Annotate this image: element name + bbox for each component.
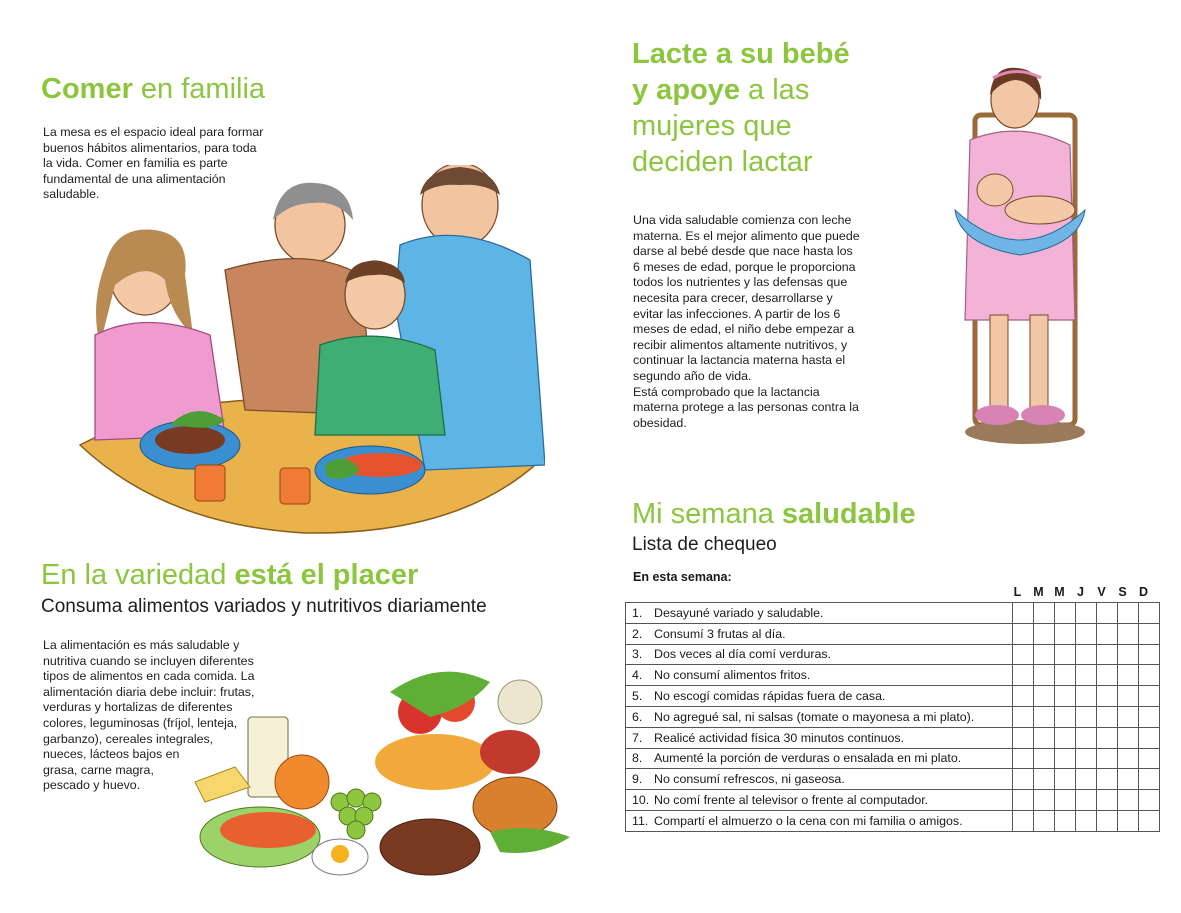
weekly-checklist-table [625,602,1160,832]
variety-paragraph-line: La alimentación es más saludable y [43,638,240,652]
week-title: Mi semana saludable [632,498,916,530]
checklist-checkbox-cell[interactable] [1013,748,1034,769]
checklist-item-text [626,769,1013,790]
breastfeeding-paragraph-line: necesita para crecer, desarrollarse y [633,290,833,305]
family-eating-illustration [75,165,545,535]
checklist-checkbox-cell[interactable] [1076,623,1097,644]
checklist-item-number: 3. [632,647,643,662]
checklist-item-number: 2. [632,626,643,641]
weekday-label: J [1077,585,1084,599]
checklist-checkbox-cell[interactable] [1055,623,1076,644]
weekday-label: M [1054,585,1065,599]
checklist-item-number: 9. [632,772,643,787]
checklist-checkbox-cell[interactable] [1097,790,1118,811]
checklist-checkbox-cell[interactable] [1055,810,1076,831]
checklist-checkbox-cell[interactable] [1076,644,1097,665]
checklist-checkbox-cell[interactable] [1139,665,1160,686]
checklist-checkbox-cell[interactable] [1118,748,1139,769]
checklist-item-text [626,686,1013,707]
checklist-item-number: 1. [632,605,643,620]
checklist-checkbox-cell[interactable] [1034,644,1055,665]
checklist-checkbox-cell[interactable] [1076,706,1097,727]
checklist-checkbox-cell[interactable] [1013,790,1034,811]
variety-paragraph-line: colores, leguminosas (fríjol, lenteja, [43,715,238,730]
checklist-checkbox-cell[interactable] [1055,665,1076,686]
checklist-checkbox-cell[interactable] [1097,665,1118,686]
checklist-item-label: No consumí refrescos, ni gaseosa. [654,772,845,787]
variety-paragraph-line: verduras y hortalizas de diferentes [43,700,233,715]
checklist-row [626,644,1160,665]
checklist-checkbox-cell[interactable] [1097,748,1118,769]
family-paragraph-line: La mesa es el espacio ideal para formar [43,125,264,139]
checklist-checkbox-cell[interactable] [1118,603,1139,624]
breastfeeding-paragraph-line: obesidad. [633,415,687,430]
checklist-item-number: 11. [632,813,649,828]
checklist-item-text [626,644,1013,665]
weekday-label: V [1097,585,1106,599]
breastfeeding-paragraph-line: recibir alimentos altamente nutritivos, y [633,337,848,352]
checklist-checkbox-cell[interactable] [1097,623,1118,644]
checklist-item-number: 5. [632,689,643,704]
variety-title: En la variedad está el placer [41,559,419,591]
checklist-checkbox-cell[interactable] [1013,769,1034,790]
checklist-checkbox-cell[interactable] [1034,810,1055,831]
checklist-checkbox-cell[interactable] [1013,623,1034,644]
checklist-checkbox-cell[interactable] [1076,790,1097,811]
checklist-checkbox-cell[interactable] [1139,623,1160,644]
checklist-checkbox-cell[interactable] [1118,706,1139,727]
checklist-item-number: 4. [632,668,643,683]
checklist-row [626,810,1160,831]
checklist-item-label: Realicé actividad física 30 minutos continuos. [654,730,905,745]
checklist-checkbox-cell[interactable] [1076,686,1097,707]
checklist-checkbox-cell[interactable] [1055,644,1076,665]
weekday-label: D [1138,585,1149,599]
breastfeeding-paragraph-line: todos los nutrientes y las defensas que [633,275,848,290]
family-title: Comer en familia [41,73,266,105]
breastfeeding-paragraph-line: evitar las infecciones. A partir de los 6 [633,306,841,321]
checklist-checkbox-cell[interactable] [1076,748,1097,769]
checklist-checkbox-cell[interactable] [1055,603,1076,624]
breastfeeding-paragraph-line: continuar la lactancia materna hasta el [633,353,846,368]
week-subtitle: Lista de chequeo [632,534,777,555]
checklist-item-label: Aumenté la porción de verduras o ensalada en mi plato. [654,751,962,766]
checklist-intro: En esta semana: [633,570,732,584]
checklist-checkbox-cell[interactable] [1055,706,1076,727]
checklist-checkbox-cell[interactable] [1139,810,1160,831]
checklist-item-label: No consumí alimentos fritos. [654,668,811,683]
mother-breastfeeding-illustration [945,60,1105,450]
checklist-checkbox-cell[interactable] [1055,769,1076,790]
checklist-checkbox-cell[interactable] [1118,665,1139,686]
checklist-item-label: Desayuné variado y saludable. [654,605,824,620]
checklist-checkbox-cell[interactable] [1097,810,1118,831]
checklist-checkbox-cell[interactable] [1013,603,1034,624]
checklist-checkbox-cell[interactable] [1139,727,1160,748]
checklist-checkbox-cell[interactable] [1034,686,1055,707]
checklist-checkbox-cell[interactable] [1118,644,1139,665]
checklist-item-number: 10. [632,793,650,808]
checklist-checkbox-cell[interactable] [1097,686,1118,707]
breastfeeding-paragraph-line: 6 meses de edad, porque le proporciona [633,259,856,274]
checklist-row [626,665,1160,686]
checklist-row [626,686,1160,707]
checklist-item-number: 7. [632,730,643,745]
family-paragraph-line: saludable. [43,187,100,202]
checklist-row [626,790,1160,811]
checklist-checkbox-cell[interactable] [1118,769,1139,790]
breastfeeding-paragraph-line: materna protege a las personas contra la [633,400,859,415]
checklist-item-label: No comí frente al televisor o frente al computador. [654,793,929,808]
breastfeeding-paragraph-line: materna. Es el mejor alimento que puede [633,228,860,243]
checklist-checkbox-cell[interactable] [1097,769,1118,790]
checklist-checkbox-cell[interactable] [1097,706,1118,727]
variety-paragraph-line: garbanzo), cereales integrales, [43,731,214,746]
checklist-row [626,769,1160,790]
varied-food-illustration [190,662,575,887]
breastfeeding-paragraph-line: darse al bebé desde que nace hasta los [633,244,853,259]
checklist-checkbox-cell[interactable] [1013,810,1034,831]
checklist-checkbox-cell[interactable] [1034,665,1055,686]
variety-paragraph-line: pescado y huevo. [43,778,141,793]
family-paragraph-line: buenos hábitos alimentarios, para toda [43,140,257,155]
checklist-checkbox-cell[interactable] [1076,810,1097,831]
variety-paragraph-line: tipos de alimentos en cada comida. La [43,669,255,684]
breastfeeding-paragraph [633,213,913,431]
checklist-item-label: Compartí el almuerzo o la cena con mi familia o amigos. [654,813,963,828]
checklist-checkbox-cell[interactable] [1076,727,1097,748]
checklist-item-label: Consumí 3 frutas al día. [654,626,786,641]
checklist-checkbox-cell[interactable] [1034,727,1055,748]
checklist-row [626,623,1160,644]
checklist-checkbox-cell[interactable] [1076,603,1097,624]
family-paragraph-line: fundamental de una alimentación [43,171,226,186]
checklist-checkbox-cell[interactable] [1055,748,1076,769]
checklist-checkbox-cell[interactable] [1034,623,1055,644]
variety-paragraph-line: nueces, lácteos bajos en [43,747,180,762]
checklist-checkbox-cell[interactable] [1118,727,1139,748]
checklist-checkbox-cell[interactable] [1013,686,1034,707]
breastfeeding-title: Lacte a su bebé y apoye a las mujeres que deciden lactar [632,38,850,178]
checklist-checkbox-cell[interactable] [1034,769,1055,790]
checklist-checkbox-cell[interactable] [1118,790,1139,811]
checklist-item-text [626,665,1013,686]
checklist-row [626,603,1160,624]
checklist-item-text [626,790,1013,811]
checklist-checkbox-cell[interactable] [1118,810,1139,831]
checklist-item-text [626,748,1013,769]
checklist-checkbox-cell[interactable] [1139,769,1160,790]
checklist-item-text [626,623,1013,644]
checklist-checkbox-cell[interactable] [1055,790,1076,811]
checklist-item-label: No agregué sal, ni salsas (tomate o mayonesa a mi plato). [654,709,975,724]
breastfeeding-paragraph-line: segundo año de vida. [633,368,752,383]
weekday-label: S [1118,585,1127,599]
checklist-item-text [626,727,1013,748]
variety-paragraph-line: nutritiva cuando se incluyen diferentes [43,653,254,668]
checklist-checkbox-cell[interactable] [1076,665,1097,686]
checklist-checkbox-cell[interactable] [1139,603,1160,624]
checklist-item-number: 8. [632,751,643,766]
checklist-item-label: Dos veces al día comí verduras. [654,647,831,662]
checklist-checkbox-cell[interactable] [1097,603,1118,624]
checklist-item-text [626,603,1013,624]
checklist-item-number: 6. [632,709,643,724]
family-paragraph-line: la vida. Comer en familia es parte [43,156,228,171]
checklist-checkbox-cell[interactable] [1139,706,1160,727]
checklist-checkbox-cell[interactable] [1055,686,1076,707]
checklist-checkbox-cell[interactable] [1013,706,1034,727]
breastfeeding-paragraph-line: Está comprobado que la lactancia [633,384,820,399]
checklist-checkbox-cell[interactable] [1034,748,1055,769]
checklist-checkbox-cell[interactable] [1139,790,1160,811]
checklist-checkbox-cell[interactable] [1034,706,1055,727]
breastfeeding-paragraph-line: Una vida saludable comienza con leche [633,213,852,227]
weekday-label: M [1033,585,1044,599]
checklist-checkbox-cell[interactable] [1055,727,1076,748]
checklist-item-text [626,810,1013,831]
checklist-item-text [626,706,1013,727]
checklist-row [626,727,1160,748]
breastfeeding-paragraph-line: meses de edad, el niño debe empezar a [633,322,855,337]
checklist-checkbox-cell[interactable] [1139,748,1160,769]
checklist-checkbox-cell[interactable] [1013,665,1034,686]
variety-subtitle: Consuma alimentos variados y nutritivos diariamente [41,596,487,617]
variety-paragraph-line: grasa, carne magra, [43,762,154,777]
checklist-checkbox-cell[interactable] [1034,603,1055,624]
checklist-checkbox-cell[interactable] [1139,644,1160,665]
checklist-checkbox-cell[interactable] [1139,686,1160,707]
weekday-header [1007,585,1154,599]
checklist-item-label: No escogí comidas rápidas fuera de casa. [654,689,886,704]
weekday-label: L [1013,585,1022,599]
checklist-row [626,748,1160,769]
checklist-checkbox-cell[interactable] [1097,727,1118,748]
variety-paragraph-line: alimentación diaria debe incluir: frutas, [43,684,255,699]
checklist-checkbox-cell[interactable] [1034,790,1055,811]
checklist-checkbox-cell[interactable] [1076,769,1097,790]
checklist-checkbox-cell[interactable] [1118,686,1139,707]
checklist-checkbox-cell[interactable] [1013,727,1034,748]
checklist-checkbox-cell[interactable] [1118,623,1139,644]
checklist-row [626,706,1160,727]
checklist-checkbox-cell[interactable] [1013,644,1034,665]
checklist-checkbox-cell[interactable] [1097,644,1118,665]
